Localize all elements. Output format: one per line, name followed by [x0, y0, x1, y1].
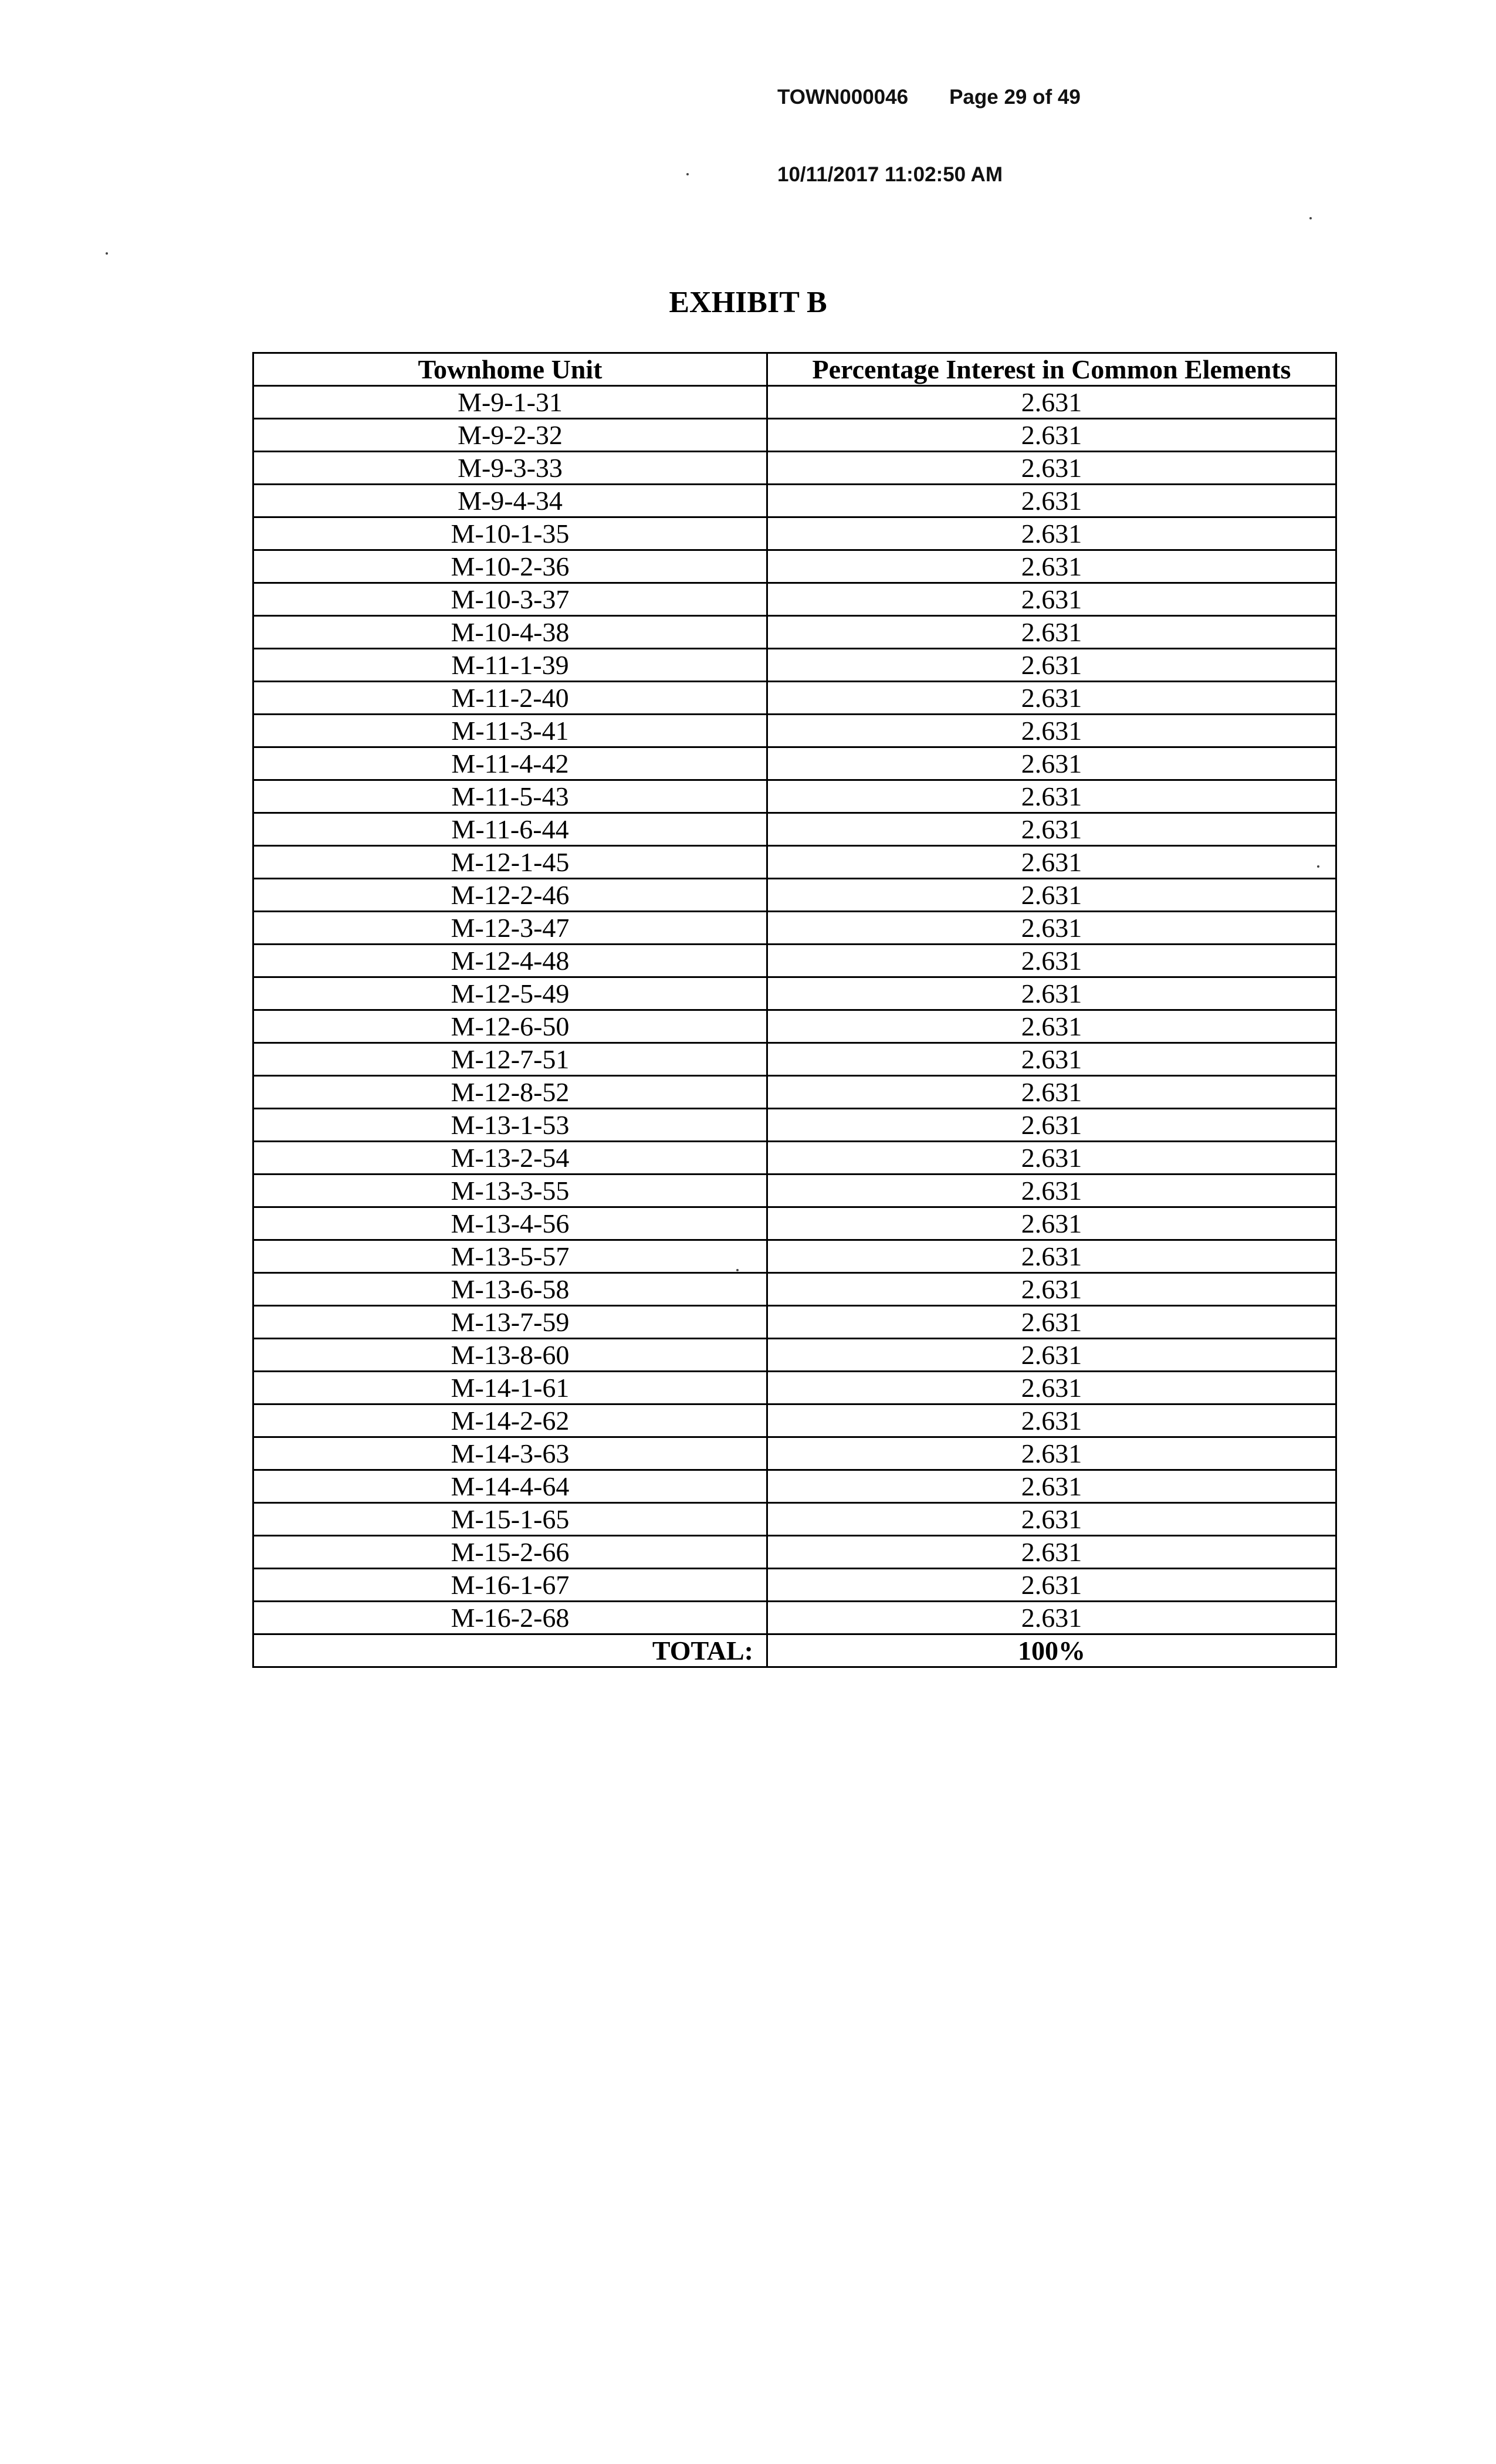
- percentage-interest-table: [252, 352, 1337, 1668]
- table-row: [253, 1076, 1336, 1109]
- percentage-cell: 2.631: [767, 1503, 1336, 1536]
- unit-cell: M-11-6-44: [253, 813, 767, 846]
- unit-cell: M-14-4-64: [253, 1470, 767, 1503]
- percentage-cell: 2.631: [767, 715, 1336, 747]
- unit-cell: M-14-3-63: [253, 1437, 767, 1470]
- scan-speck: [736, 1269, 739, 1271]
- table-row: [253, 616, 1336, 649]
- unit-cell: M-13-8-60: [253, 1339, 767, 1372]
- percentage-cell: 2.631: [767, 1273, 1336, 1306]
- column-header-unit: Townhome Unit: [253, 353, 767, 386]
- table-row: [253, 1207, 1336, 1240]
- stamp-first-line: [777, 84, 1081, 110]
- table-row: [253, 1273, 1336, 1306]
- percentage-cell: 2.631: [767, 879, 1336, 912]
- table-row: [253, 1043, 1336, 1076]
- percentage-cell: 2.631: [767, 945, 1336, 977]
- scan-speck: [1317, 865, 1319, 868]
- table-row: [253, 1142, 1336, 1175]
- document-stamp: [777, 33, 1081, 214]
- percentage-cell: 2.631: [767, 583, 1336, 616]
- unit-cell: M-12-7-51: [253, 1043, 767, 1076]
- percentage-cell: 2.631: [767, 550, 1336, 583]
- unit-cell: M-12-5-49: [253, 977, 767, 1010]
- percentage-cell: 2.631: [767, 485, 1336, 517]
- unit-cell: M-14-1-61: [253, 1372, 767, 1404]
- unit-cell: M-12-4-48: [253, 945, 767, 977]
- table-row: [253, 419, 1336, 452]
- percentage-cell: 2.631: [767, 846, 1336, 879]
- unit-cell: M-13-6-58: [253, 1273, 767, 1306]
- unit-cell: M-9-4-34: [253, 485, 767, 517]
- total-value: 100%: [767, 1634, 1336, 1667]
- unit-cell: M-13-1-53: [253, 1109, 767, 1142]
- unit-cell: M-11-3-41: [253, 715, 767, 747]
- percentage-cell: 2.631: [767, 1404, 1336, 1437]
- table-row: [253, 1372, 1336, 1404]
- table-row: [253, 1010, 1336, 1043]
- percentage-cell: 2.631: [767, 813, 1336, 846]
- percentage-cell: 2.631: [767, 1437, 1336, 1470]
- unit-cell: M-12-1-45: [253, 846, 767, 879]
- unit-cell: M-12-6-50: [253, 1010, 767, 1043]
- percentage-cell: 2.631: [767, 1602, 1336, 1634]
- unit-cell: M-10-2-36: [253, 550, 767, 583]
- table-row: [253, 747, 1336, 780]
- unit-cell: M-12-3-47: [253, 912, 767, 945]
- percentage-cell: 2.631: [767, 1010, 1336, 1043]
- table-row: [253, 1109, 1336, 1142]
- percentage-cell: 2.631: [767, 1142, 1336, 1175]
- table-row: [253, 1503, 1336, 1536]
- unit-cell: M-13-5-57: [253, 1240, 767, 1273]
- table-row: [253, 485, 1336, 517]
- unit-cell: M-15-2-66: [253, 1536, 767, 1569]
- table-row: [253, 813, 1336, 846]
- unit-cell: M-16-1-67: [253, 1569, 767, 1602]
- percentage-cell: 2.631: [767, 616, 1336, 649]
- table-row: [253, 715, 1336, 747]
- table-row: [253, 1569, 1336, 1602]
- percentage-cell: 2.631: [767, 1536, 1336, 1569]
- table-row: [253, 780, 1336, 813]
- table-row: [253, 1339, 1336, 1372]
- unit-cell: M-16-2-68: [253, 1602, 767, 1634]
- unit-cell: M-12-8-52: [253, 1076, 767, 1109]
- percentage-cell: 2.631: [767, 1470, 1336, 1503]
- percentage-cell: 2.631: [767, 1339, 1336, 1372]
- unit-cell: M-11-5-43: [253, 780, 767, 813]
- percentage-cell: 2.631: [767, 977, 1336, 1010]
- total-row: [253, 1634, 1336, 1667]
- table-row: [253, 1240, 1336, 1273]
- percentage-cell: 2.631: [767, 386, 1336, 419]
- table-row: [253, 1175, 1336, 1207]
- unit-cell: M-9-3-33: [253, 452, 767, 485]
- table-row: [253, 879, 1336, 912]
- percentage-cell: 2.631: [767, 1109, 1336, 1142]
- unit-cell: M-9-2-32: [253, 419, 767, 452]
- percentage-cell: 2.631: [767, 747, 1336, 780]
- scan-speck: [106, 252, 108, 255]
- scan-speck: [1309, 217, 1312, 219]
- unit-cell: M-10-3-37: [253, 583, 767, 616]
- percentage-cell: 2.631: [767, 1175, 1336, 1207]
- table-row: [253, 945, 1336, 977]
- unit-cell: M-13-2-54: [253, 1142, 767, 1175]
- table-row: [253, 977, 1336, 1010]
- unit-cell: M-9-1-31: [253, 386, 767, 419]
- unit-cell: M-15-1-65: [253, 1503, 767, 1536]
- unit-cell: M-11-4-42: [253, 747, 767, 780]
- page-number: Page 29 of 49: [949, 86, 1081, 109]
- page-title: EXHIBIT B: [669, 286, 827, 319]
- table-row: [253, 1404, 1336, 1437]
- percentage-cell: 2.631: [767, 1207, 1336, 1240]
- percentage-cell: 2.631: [767, 1306, 1336, 1339]
- total-label: TOTAL:: [253, 1634, 767, 1667]
- table-row: [253, 1306, 1336, 1339]
- unit-cell: M-11-2-40: [253, 682, 767, 715]
- table-header-row: [253, 353, 1336, 386]
- table-row: [253, 682, 1336, 715]
- percentage-cell: 2.631: [767, 1076, 1336, 1109]
- percentage-cell: 2.631: [767, 517, 1336, 550]
- document-id: TOWN000046: [777, 86, 909, 109]
- percentage-cell: 2.631: [767, 1240, 1336, 1273]
- unit-cell: M-10-4-38: [253, 616, 767, 649]
- unit-cell: M-10-1-35: [253, 517, 767, 550]
- table-row: [253, 912, 1336, 945]
- table-row: [253, 1437, 1336, 1470]
- stamp-datetime: 10/11/2017 11:02:50 AM: [777, 163, 1003, 186]
- unit-cell: M-11-1-39: [253, 649, 767, 682]
- unit-cell: M-13-4-56: [253, 1207, 767, 1240]
- table-row: [253, 517, 1336, 550]
- table-body: [253, 386, 1336, 1634]
- unit-cell: M-12-2-46: [253, 879, 767, 912]
- table-row: [253, 583, 1336, 616]
- percentage-cell: 2.631: [767, 780, 1336, 813]
- table-row: [253, 1536, 1336, 1569]
- column-header-percentage: Percentage Interest in Common Elements: [767, 353, 1336, 386]
- percentage-cell: 2.631: [767, 649, 1336, 682]
- percentage-cell: 2.631: [767, 1372, 1336, 1404]
- table-row: [253, 1470, 1336, 1503]
- percentage-cell: 2.631: [767, 1569, 1336, 1602]
- table-row: [253, 386, 1336, 419]
- percentage-cell: 2.631: [767, 912, 1336, 945]
- unit-cell: M-14-2-62: [253, 1404, 767, 1437]
- table-row: [253, 649, 1336, 682]
- percentage-cell: 2.631: [767, 1043, 1336, 1076]
- table-row: [253, 846, 1336, 879]
- percentage-cell: 2.631: [767, 452, 1336, 485]
- scan-speck: [686, 173, 689, 175]
- percentage-cell: 2.631: [767, 419, 1336, 452]
- unit-cell: M-13-3-55: [253, 1175, 767, 1207]
- percentage-cell: 2.631: [767, 682, 1336, 715]
- unit-cell: M-13-7-59: [253, 1306, 767, 1339]
- table-row: [253, 550, 1336, 583]
- table-row: [253, 452, 1336, 485]
- table-row: [253, 1602, 1336, 1634]
